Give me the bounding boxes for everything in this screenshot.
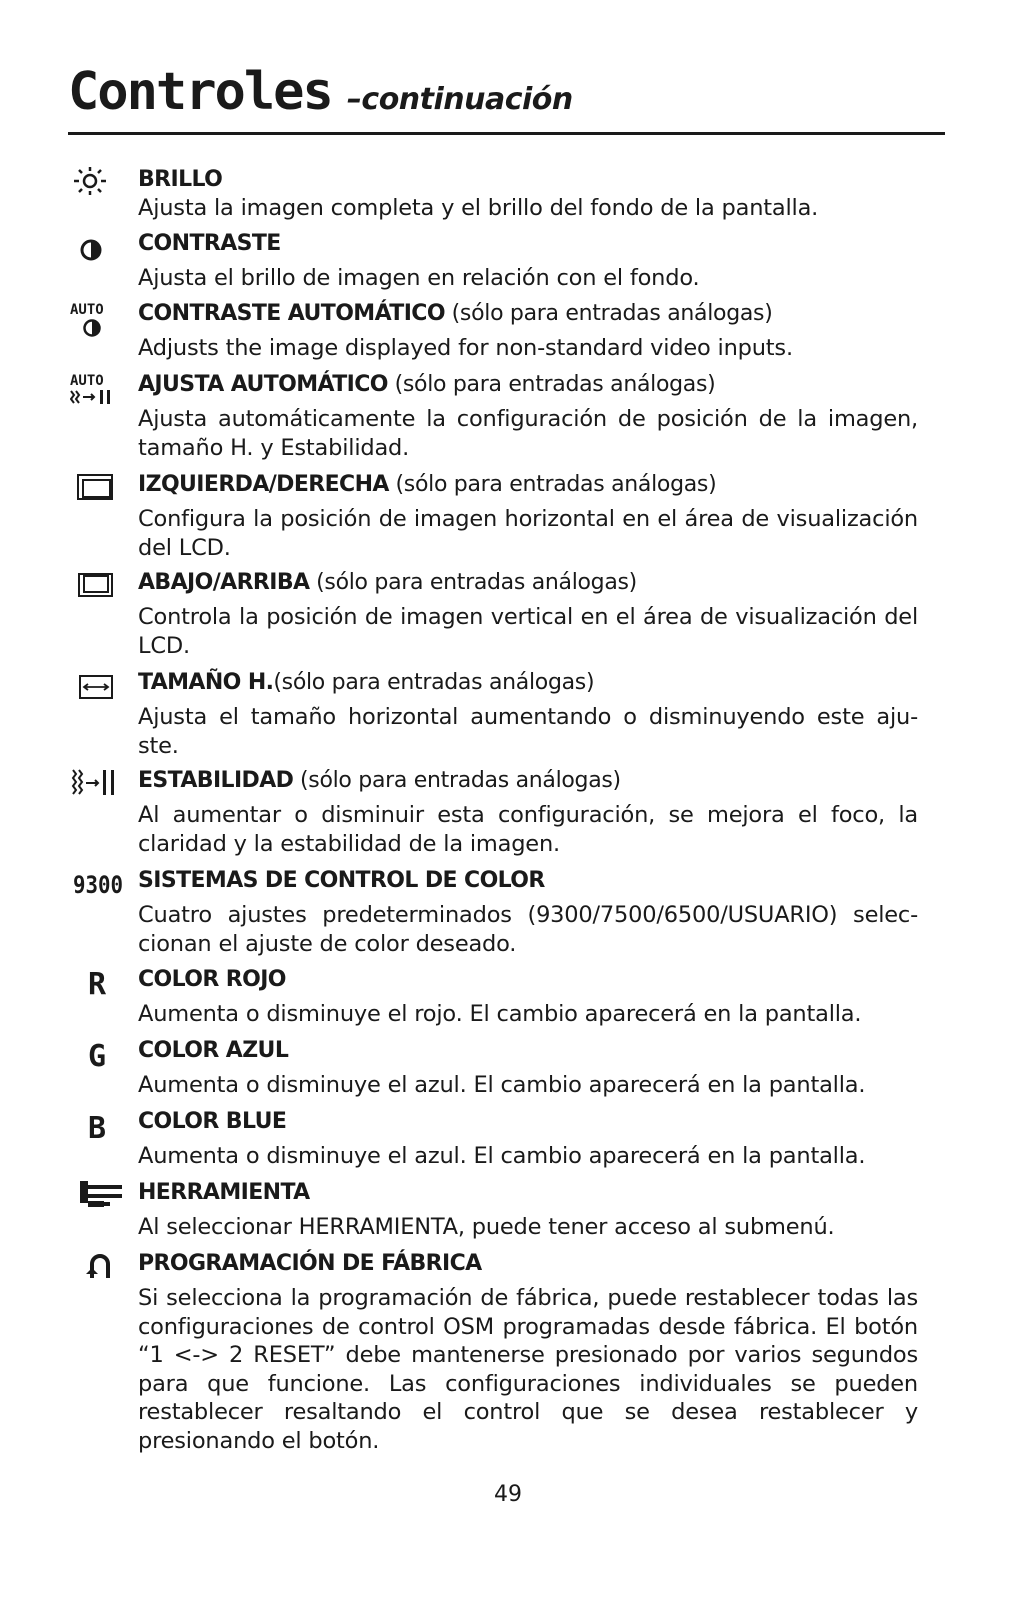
page-title (68, 62, 573, 122)
entry-heading: CONTRASTE (138, 231, 281, 256)
entry-description: Configura la posición de imagen horizontal en el área de visualización del LCD. (138, 506, 918, 561)
svg-text:AUTO: AUTO (70, 373, 104, 389)
entry-description: Ajusta el tamaño horizontal aumentando o disminuyendo este aju-ste. (138, 704, 918, 759)
title-subtitle: –continuación (346, 82, 573, 117)
entry-description: Aumenta o disminuye el azul. El cambio aparecerá en la pantalla. (138, 1072, 866, 1098)
color-temp-9300-icon (70, 867, 126, 903)
entry-description: Ajusta la imagen completa y el brillo del fondo de la pantalla. (138, 195, 819, 221)
title-main: Controles (68, 62, 332, 122)
h-size-icon (70, 669, 126, 705)
auto-contrast-icon (70, 300, 126, 336)
entry-heading: ABAJO/ARRIBA (sólo para entradas análogas) (138, 570, 637, 595)
entry-heading: HERRAMIENTA (138, 1180, 310, 1205)
entry-heading: CONTRASTE AUTOMÁTICO (sólo para entradas análogas) (138, 301, 773, 326)
entry-description: Si selecciona la programación de fábrica, puede restablecer todas las configuraciones de control OSM programadas desde fábrica. El botón “1 <-> 2 RESET” debe mantenerse presionado por varios segundos para que funcione. Las configuraciones individuales se pueden restablecer resaltando el control que se desea restablecer y presionando el botón. (138, 1285, 918, 1454)
entry-description: Aumenta o disminuye el rojo. El cambio aparecerá en la pantalla. (138, 1001, 862, 1027)
entry-heading: BRILLO (138, 167, 223, 192)
entry-heading: SISTEMAS DE CONTROL DE COLOR (138, 868, 545, 893)
entry-heading: IZQUIERDA/DERECHA (sólo para entradas análogas) (138, 472, 717, 497)
factory-reset-icon (70, 1250, 126, 1286)
entry-description: Controla la posición de imagen vertical en el área de visualización del LCD. (138, 604, 918, 659)
entry-description: Ajusta el brillo de imagen en relación con el fondo. (138, 265, 700, 291)
blue-b-icon (70, 1108, 126, 1144)
svg-text:G: G (88, 1039, 107, 1073)
entry-description: Adjusts the image displayed for non-standard video inputs. (138, 335, 793, 361)
entry-heading: PROGRAMACIÓN DE FÁBRICA (138, 1251, 482, 1276)
left-right-position-icon (70, 471, 126, 507)
fine-stability-icon (70, 767, 126, 803)
entry-description: Cuatro ajustes predeterminados (9300/7500/6500/USUARIO) selec-cionan el ajuste de color deseado. (138, 902, 918, 957)
entry-heading: AJUSTA AUTOMÁTICO (sólo para entradas análogas) (138, 372, 716, 397)
entry-description: Al aumentar o disminuir esta configuración, se mejora el foco, la claridad y la estabilidad de la imagen. (138, 802, 918, 857)
entry-description: Ajusta automáticamente la configuración de posición de la imagen, tamaño H. y Estabilidad. (138, 406, 918, 461)
entry-description: Al seleccionar HERRAMIENTA, puede tener acceso al submenú. (138, 1214, 835, 1240)
tool-icon (70, 1179, 126, 1215)
entry-heading: COLOR AZUL (138, 1038, 289, 1063)
entry-heading: ESTABILIDAD (sólo para entradas análogas) (138, 768, 621, 793)
red-r-icon (70, 966, 126, 1002)
title-rule (68, 132, 945, 135)
svg-text:R: R (88, 967, 107, 1002)
down-up-position-icon (70, 569, 126, 605)
contrast-icon (70, 230, 126, 266)
auto-adjust-icon (70, 371, 126, 407)
entry-heading: COLOR BLUE (138, 1109, 287, 1134)
green-g-icon (70, 1037, 126, 1073)
entry-heading: COLOR ROJO (138, 967, 286, 992)
page-number: 49 (494, 1482, 522, 1507)
svg-text:AUTO: AUTO (70, 302, 104, 318)
entry-heading: TAMAÑO H.(sólo para entradas análogas) (138, 670, 595, 695)
brightness-sun-icon (70, 166, 126, 202)
entry-description: Aumenta o disminuye el azul. El cambio aparecerá en la pantalla. (138, 1143, 866, 1169)
svg-text:9300: 9300 (73, 871, 123, 899)
svg-text:B: B (88, 1111, 107, 1144)
